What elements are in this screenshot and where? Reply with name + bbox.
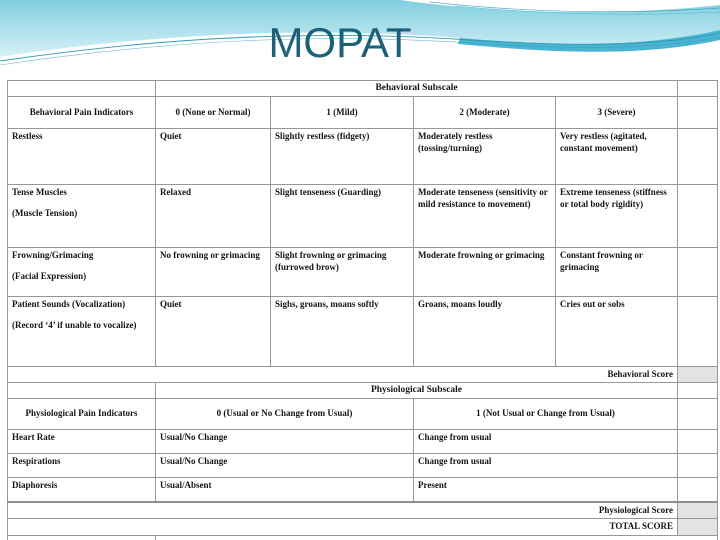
rating-cell: Moderate tenseness (sensitivity or mild resistance to movement) [414, 185, 556, 248]
rating-cell: Slightly restless (fidgety) [271, 129, 414, 185]
score-entry-cell [678, 129, 718, 185]
indicator-cell: Respirations [8, 454, 156, 478]
rating-cell: Slight tenseness (Guarding) [271, 185, 414, 248]
rating-cell: Very restless (agitated, constant movement) [556, 129, 678, 185]
score-entry-cell [678, 430, 718, 454]
rating-cell: No frowning or grimacing [156, 248, 271, 297]
rating-cell: Moderately restless (tossing/turning) [414, 129, 556, 185]
indicator-line2: (Record ‘4’ if unable to vocalize) [12, 319, 137, 330]
row-respirations [8, 454, 718, 478]
column-header-0: 0 (None or Normal) [156, 97, 271, 129]
score-entry-cell [678, 297, 718, 367]
total-score-value-cell [678, 519, 718, 536]
rating-cell: Extreme tenseness (stiffness or total body rigidity) [556, 185, 678, 248]
behavioral-subscale-header-row [8, 81, 718, 97]
rating-cell: Usual/No Change [156, 430, 414, 454]
indicator-line1: Restless [12, 131, 43, 141]
indicator-cell [8, 248, 156, 297]
rating-cell: Sighs, groans, moans softly [271, 297, 414, 367]
column-header-0: 0 (Usual or No Change from Usual) [156, 399, 414, 430]
total-score-row [8, 519, 718, 536]
rating-cell: Usual/No Change [156, 454, 414, 478]
row-diaphoresis [8, 478, 718, 503]
score-entry-cell [678, 248, 718, 297]
physiological-score-value-cell [678, 502, 718, 519]
indicator-line2: (Facial Expression) [12, 270, 87, 281]
indicator-line1: Patient Sounds (Vocalization) [12, 299, 126, 309]
indicator-line1: Frowning/Grimacing [12, 250, 94, 260]
slide-title: MOPAT [268, 19, 412, 66]
clipped-bottom-row [8, 536, 718, 540]
empty-cell [156, 536, 718, 540]
indicator-line2: (Muscle Tension) [12, 207, 78, 218]
indicator-cell [8, 297, 156, 367]
score-entry-cell [678, 478, 718, 503]
rating-cell: Slight frowning or grimacing (furrowed brow) [271, 248, 414, 297]
row-heart-rate [8, 430, 718, 454]
indicator-line1: Tense Muscles [12, 187, 67, 197]
rating-cell: Present [414, 478, 678, 503]
physiological-subscale-table [7, 382, 718, 540]
column-header-2: 2 (Moderate) [414, 97, 556, 129]
score-entry-cell [678, 454, 718, 478]
empty-cell [8, 383, 156, 399]
physiological-subscale-header-row [8, 383, 718, 399]
empty-cell [8, 81, 156, 97]
empty-cell [678, 383, 718, 399]
physiological-score-row [8, 502, 718, 519]
behavioral-score-value-cell [678, 367, 718, 383]
behavioral-column-header-row [8, 97, 718, 129]
score-entry-cell [678, 185, 718, 248]
rating-cell: Quiet [156, 129, 271, 185]
rating-cell: Usual/Absent [156, 478, 414, 503]
behavioral-subscale-table [7, 80, 718, 383]
column-header-3: 3 (Severe) [556, 97, 678, 129]
empty-cell [678, 81, 718, 97]
row-patient-sounds [8, 297, 718, 367]
rating-cell: Relaxed [156, 185, 271, 248]
rating-cell: Groans, moans loudly [414, 297, 556, 367]
indicator-cell [8, 129, 156, 185]
rating-cell: Moderate frowning or grimacing [414, 248, 556, 297]
score-column-header-cell [678, 399, 718, 430]
behavioral-score-row [8, 367, 718, 383]
rating-cell: Change from usual [414, 430, 678, 454]
rating-cell: Quiet [156, 297, 271, 367]
score-column-header-cell [678, 97, 718, 129]
empty-cell [8, 536, 156, 540]
rating-cell: Constant frowning or grimacing [556, 248, 678, 297]
total-score-label: TOTAL SCORE [8, 519, 678, 536]
row-tense-muscles [8, 185, 718, 248]
physiological-score-label: Physiological Score [8, 502, 678, 519]
indicator-cell: Diaphoresis [8, 478, 156, 503]
rating-cell: Change from usual [414, 454, 678, 478]
column-header-indicators: Physiological Pain Indicators [8, 399, 156, 430]
physiological-column-header-row [8, 399, 718, 430]
behavioral-score-label: Behavioral Score [8, 367, 678, 383]
row-restless [8, 129, 718, 185]
row-frowning-grimacing [8, 248, 718, 297]
indicator-cell: Heart Rate [8, 430, 156, 454]
column-header-1: 1 (Mild) [271, 97, 414, 129]
column-header-indicators: Behavioral Pain Indicators [8, 97, 156, 129]
indicator-cell [8, 185, 156, 248]
column-header-1: 1 (Not Usual or Change from Usual) [414, 399, 678, 430]
physiological-subscale-title: Physiological Subscale [156, 383, 678, 399]
behavioral-subscale-title: Behavioral Subscale [156, 81, 678, 97]
wave-header-graphic [0, 0, 720, 78]
rating-cell: Cries out or sobs [556, 297, 678, 367]
